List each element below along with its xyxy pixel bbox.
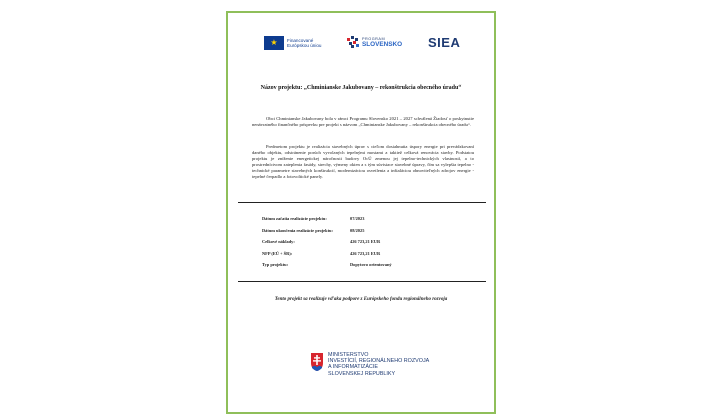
detail-row-nfp (262, 251, 472, 263)
detail-label: Celkové náklady: (262, 239, 295, 244)
detail-row-end (262, 228, 472, 240)
project-paragraph-description: Predmetom projektu je realizácia stavebných úprav s cieľom dosiahnutia úspory energie pri prevádzkovaní daného objektu, odstránenie porúch vyvolaných tepelnými mostami a taktiež celková renovácia stavby. Podstatou projektu je zníženie energetickej náročnosti budovy OcÚ zmenou jej tepelno-technických vlastností, a to prostredníctvom zateplenia fasády, strechy, výmeny okien a s tým súvisiace stavebné úpravy, čím sa vylepšia tepelno - technické parametre stavebných konštrukcií, modernizáciou osvetlenia a inštaláciou obnoviteľných zdrojov energie - tepelné čerpadlo a fotovoltické panely. (252, 144, 474, 179)
detail-row-start (262, 216, 472, 228)
detail-value: Dopytovo orientovaný (350, 262, 392, 267)
project-paragraph-approval: Obci Chminianske Jakubovany bola v rámci Programu Slovensko 2021 – 2027 schválená Žiadosť o poskytnutie nenávratného finančného príspevku pre projekt s názvom „Chminianske Jakubovany – rekonštrukcia obecného úradu“. (252, 116, 474, 127)
detail-label: Dátum začatia realizácie projektu: (262, 216, 327, 221)
detail-label: Typ projektu: (262, 262, 289, 267)
project-title: Názov projektu: „Chminianske Jakubovany – rekonštrukcia obecného úradu“ (260, 85, 462, 91)
program-slovensko-icon (346, 35, 360, 49)
project-poster (226, 11, 496, 414)
ministry-line4: SLOVENSKEJ REPUBLIKY (328, 370, 396, 377)
slovak-crest-icon (310, 352, 324, 372)
ministry-line1: MINISTERSTVO (328, 352, 369, 358)
logo-row (228, 35, 494, 55)
ministry-line2: INVESTÍCIÍ, REGIONÁLNEHO ROZVOJA (328, 358, 430, 365)
detail-value: 08/2025 (350, 227, 365, 233)
detail-row-type (262, 262, 472, 274)
support-statement: Tento projekt sa realizuje vďaka podpore z Európskeho fondu regionálneho rozvoja (274, 297, 448, 302)
ministry-logo (310, 352, 429, 377)
detail-row-total-cost (262, 239, 472, 251)
program-word: PROGRAM (362, 37, 386, 41)
eu-text-line2: Európskou úniou (287, 43, 322, 48)
eu-text-line1: Financované (287, 37, 314, 43)
program-slovensko-text (362, 36, 402, 48)
eu-funding-text (287, 38, 321, 49)
divider-top (238, 202, 486, 203)
siea-logo: SIEA (428, 35, 461, 50)
detail-label: NFP (EÚ + ŠR): (262, 250, 293, 256)
project-details (262, 216, 472, 274)
detail-value: 426 723,21 EUR (350, 239, 381, 244)
program-slovensko-logo (346, 35, 402, 49)
eu-funding-logo (264, 36, 321, 50)
detail-value: 426 723,21 EUR (350, 250, 381, 256)
slovensko-word: SLOVENSKO (362, 41, 403, 48)
divider-bottom (238, 281, 486, 282)
ministry-line3: A INFORMATIZÁCIE (328, 364, 378, 371)
eu-flag-icon: ★ (264, 36, 284, 50)
ministry-name (328, 352, 429, 377)
detail-label: Dátum ukončenia realizácie projektu: (262, 227, 333, 233)
detail-value: 07/2023 (350, 216, 365, 221)
